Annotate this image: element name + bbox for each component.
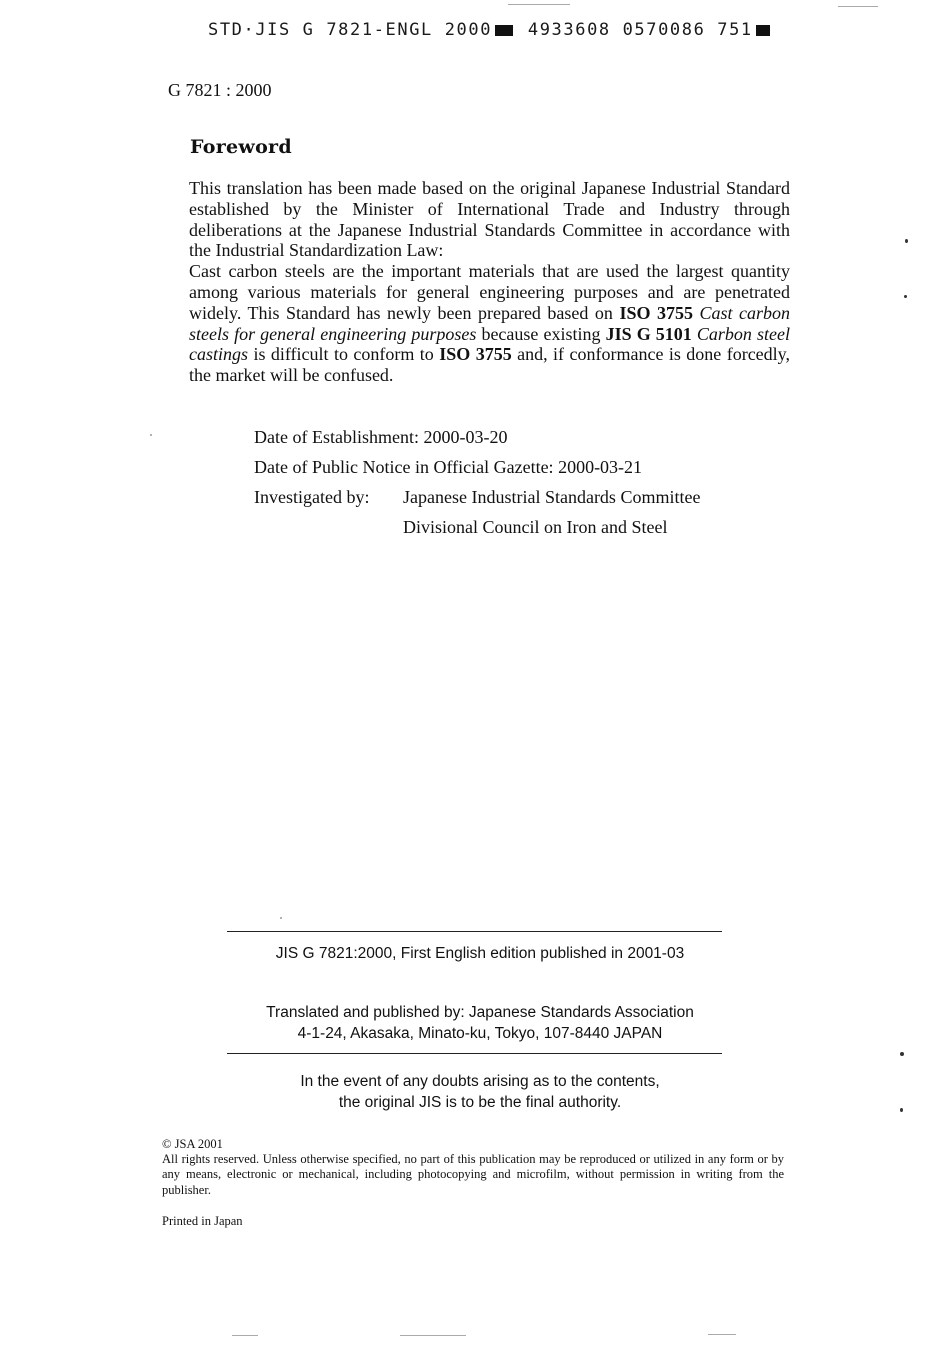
jis-g-5101-reference: JIS G 5101 xyxy=(605,323,692,344)
notice-value: 2000-03-21 xyxy=(558,457,643,477)
investigated-label: Investigated by: xyxy=(254,487,370,507)
divider-bottom xyxy=(227,1053,722,1054)
paragraph-text: is difficult to conform to xyxy=(253,344,434,365)
publisher-line: Translated and published by: Japanese Standards Association xyxy=(266,1004,694,1021)
stamp-text-part1: STD·JIS G 7821-ENGL 2000 xyxy=(208,20,493,40)
public-notice-date xyxy=(254,457,642,478)
iso-3755-reference: ISO 3755 xyxy=(619,302,693,323)
foreword-paragraph-2 xyxy=(189,261,790,386)
investigated-by xyxy=(254,487,701,508)
header-stamp xyxy=(208,20,773,40)
authority-line-2: the original JIS is to be the final authority. xyxy=(338,1094,622,1111)
notice-label: Date of Public Notice in Official Gazette: xyxy=(254,457,554,477)
scan-speck xyxy=(900,1108,903,1112)
foreword-body xyxy=(189,178,790,386)
scan-speck xyxy=(905,239,908,243)
authority-line-1: In the event of any doubts arising as to the contents, xyxy=(300,1073,660,1090)
scan-speck xyxy=(904,295,907,298)
establishment-label: Date of Establishment: xyxy=(254,427,419,447)
investigated-committee: Japanese Industrial Standards Committee xyxy=(403,487,701,507)
scan-edge-mark xyxy=(508,4,570,5)
stamp-block-mark xyxy=(756,25,770,36)
jis-g-5101-title: Carbon steel castings xyxy=(189,323,790,365)
foreword-heading: Foreword xyxy=(190,136,292,158)
printed-in: Printed in Japan xyxy=(162,1214,243,1228)
establishment-value: 2000-03-20 xyxy=(423,427,508,447)
iso-3755-title: Cast carbon steels for general engineering purposes xyxy=(189,302,791,344)
stamp-text-part2: 4933608 0570086 751 xyxy=(527,20,753,40)
scan-speck xyxy=(150,434,152,436)
scan-edge-mark xyxy=(400,1335,466,1336)
edition-line: JIS G 7821:2000, First English edition published in 2001-03 xyxy=(275,945,685,962)
document-number: G 7821 : 2000 xyxy=(168,80,272,100)
paragraph-text: Cast carbon steels are the important materials that are used the largest quantity among various materials for general engineering purposes and are penetrated widely. This Standard has newly been prepared based on xyxy=(189,261,790,323)
foreword-paragraph-1: This translation has been made based on the original Japanese Industrial Standard established by the Minister of International Trade and Industry through deliberations at the Japanese Industrial Standards Committee in accordance with the Industrial Standardization Law: xyxy=(189,178,790,261)
copyright-block xyxy=(162,1137,784,1198)
iso-3755-reference: ISO 3755 xyxy=(439,344,512,365)
paragraph-text: because existing xyxy=(481,323,601,344)
rights-statement: All rights reserved. Unless otherwise specified, no part of this publication may be reproduced or utilized in any form or by any means, electronic or mechanical, including photocopying and microfilm, without permission in writing from the publisher. xyxy=(162,1152,784,1197)
copyright-line: © JSA 2001 xyxy=(162,1137,223,1151)
scan-speck xyxy=(280,917,282,919)
divider-top xyxy=(227,931,722,932)
scan-edge-mark xyxy=(838,6,878,7)
stamp-block-mark xyxy=(495,25,513,36)
scan-edge-mark xyxy=(232,1335,258,1336)
scan-speck xyxy=(900,1052,904,1056)
paragraph-text: and, if conformance is done forcedly, the market will be confused. xyxy=(189,344,791,386)
establishment-date xyxy=(254,427,507,448)
investigated-council: Divisional Council on Iron and Steel xyxy=(403,517,668,537)
publisher-address: 4-1-24, Akasaka, Minato-ku, Tokyo, 107-8440 JAPAN xyxy=(297,1025,663,1042)
scan-edge-mark xyxy=(708,1334,736,1335)
